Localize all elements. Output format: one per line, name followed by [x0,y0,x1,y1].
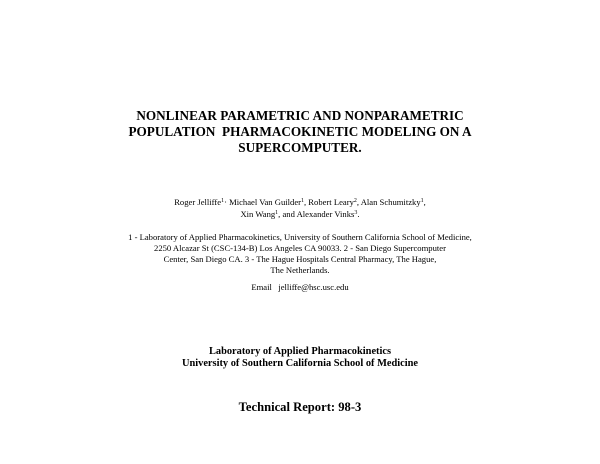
email-label: Email [251,282,272,292]
title-line-1: NONLINEAR PARAMETRIC AND NONPARAMETRIC [136,108,464,123]
paper-title [0,108,600,156]
author-name: Alexander Vinks [296,209,355,219]
affiliation-list [0,232,600,276]
author-separator: , [356,197,361,207]
author-separator: · [224,197,230,207]
email-address: jelliffe@hsc.usc.edu [278,282,349,292]
technical-report-number: Technical Report: 98-3 [238,400,362,414]
affiliation-line: Center, San Diego CA. 3 - The Hague Hospitals Central Pharmacy, The Hague, [163,254,437,264]
author-list [0,196,600,220]
author-name: Robert Leary [308,197,354,207]
author-affiliation-marker: 1 [301,198,304,204]
title-line-2: POPULATION PHARMACOKINETIC MODELING ON A [128,124,472,139]
author-affiliation-marker: 3 [354,210,358,216]
institution-lab: Laboratory of Applied Pharmacokinetics [208,346,392,357]
author-separator: , [423,197,426,207]
affiliation-line: 2250 Alcazar St (CSC-134-B) Los Angeles CA 90033. 2 - San Diego Supercomputer [154,243,446,253]
author-affiliation-marker: 1 [221,198,225,204]
author-name: Alan Schumitzky [360,197,421,207]
author-separator: , and [278,209,297,219]
author-line-2 [0,208,600,220]
author-name: Roger Jelliffe [174,197,222,207]
affiliation-line: The Netherlands. [270,265,330,275]
institution-school: University of Southern California School of Medicine [181,358,419,369]
author-affiliation-marker: 1 [275,210,279,216]
author-name: Michael Van Guilder [229,197,301,207]
author-separator: , [304,197,309,207]
author-affiliation-marker: 1 [420,198,424,204]
institution-block [0,346,600,370]
author-line-1 [0,196,600,208]
author-list-end: . [357,209,360,219]
author-name: Xin Wang [240,209,276,219]
title-line-3: SUPERCOMPUTER. [238,140,362,155]
affiliation-line: 1 - Laboratory of Applied Pharmacokinetics, University of Southern California School of Medicine, [128,232,472,242]
contact-email [0,282,600,293]
author-affiliation-marker: 2 [353,198,357,204]
